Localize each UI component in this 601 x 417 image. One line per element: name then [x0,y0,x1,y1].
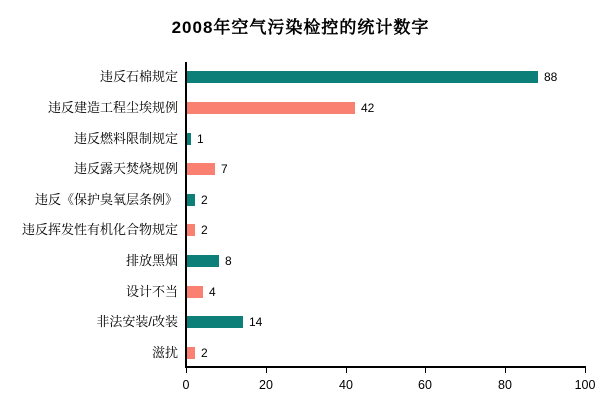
bar [187,255,219,267]
x-axis-tick-label: 0 [182,378,190,392]
category-label: 排放黑烟 [125,253,178,268]
bar [187,224,195,236]
x-axis-tick [505,368,506,373]
bar [187,133,191,145]
x-axis-tick-label: 20 [259,378,273,392]
x-axis-tick [585,368,586,373]
x-axis-tick-label: 100 [574,378,596,392]
x-axis-tick-label: 60 [418,378,432,392]
x-axis-tick-label: 80 [498,378,512,392]
category-label: 违反建造工程尘埃规例 [47,100,178,115]
category-label: 违反燃料限制规定 [73,131,178,146]
value-label: 42 [361,101,375,115]
x-axis-tick [346,368,347,373]
category-label: 设计不当 [125,284,178,299]
bar [187,316,243,328]
category-label: 滋扰 [151,345,178,360]
x-axis-line [185,366,586,368]
bar [187,102,355,114]
x-axis-tick [186,368,187,373]
x-axis-tick-label: 40 [339,378,353,392]
chart-title: 2008年空气污染检控的统计数字 [171,18,430,37]
category-label: 违反挥发性有机化合物规定 [21,222,178,237]
value-label: 88 [544,70,558,84]
value-label: 14 [249,315,263,329]
value-label: 2 [201,193,208,207]
bar [187,71,538,83]
category-label: 违反石棉规定 [99,69,178,84]
x-axis-tick [425,368,426,373]
value-label: 2 [201,346,208,360]
category-label: 违反露天焚烧规例 [73,161,178,176]
value-label: 4 [209,285,216,299]
value-label: 2 [201,223,208,237]
bar [187,347,195,359]
value-label: 7 [221,162,228,176]
x-axis-tick [266,368,267,373]
bar [187,163,215,175]
bar [187,194,195,206]
value-label: 1 [197,132,204,146]
bar [187,286,203,298]
value-label: 8 [225,254,232,268]
category-label: 违反《保护臭氧层条例》 [34,192,178,207]
category-label: 非法安装/改装 [96,314,178,329]
